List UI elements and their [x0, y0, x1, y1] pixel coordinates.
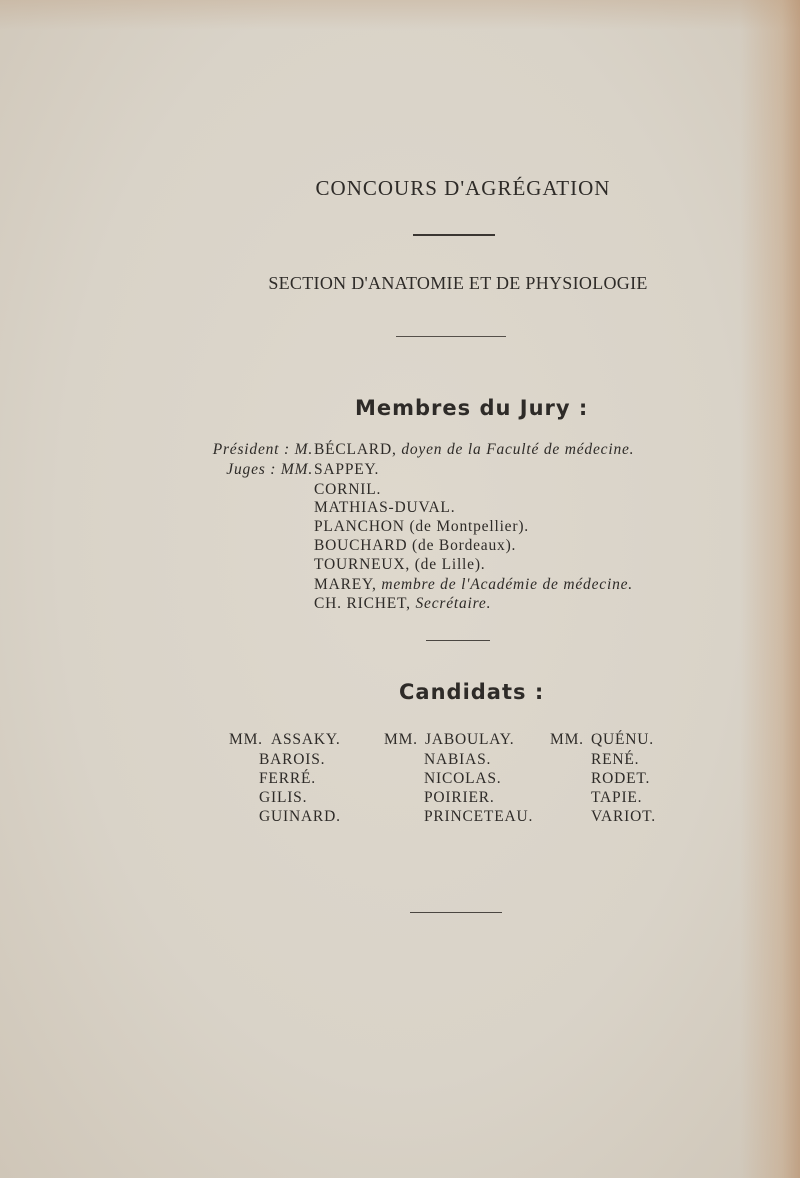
section-divider — [396, 336, 506, 337]
candidate-name: PRINCETEAU. — [424, 808, 534, 825]
candidate-name: RODET. — [591, 770, 651, 787]
president-role: Président : M. — [212, 441, 313, 458]
jury-member: CH. RICHET, Secrétaire. — [314, 595, 492, 612]
jury-member: MATHIAS-DUVAL. — [314, 499, 456, 516]
section-title: SECTION D'ANATOMIE ET DE PHYSIOLOGIE — [268, 273, 648, 293]
candidates-prefix: MM. — [550, 731, 584, 748]
candidate-name: JABOULAY. — [425, 731, 515, 748]
candidate-name: RENÉ. — [591, 751, 640, 768]
candidate-name: POIRIER. — [424, 789, 495, 806]
jury-member: BOUCHARD (de Bordeaux). — [314, 537, 517, 554]
candidate-name: VARIOT. — [591, 808, 656, 825]
jury-member: MAREY, membre de l'Académie de médecine. — [314, 576, 633, 593]
candidate-name: BAROIS. — [259, 751, 326, 768]
page-edge-top — [0, 0, 800, 30]
judges-role: Juges : MM. — [226, 461, 313, 478]
candidate-name: GUINARD. — [259, 808, 341, 825]
jury-divider — [426, 640, 490, 641]
candidates-prefix: MM. — [384, 731, 418, 748]
candidate-name: FERRÉ. — [259, 770, 316, 787]
jury-member: PLANCHON (de Montpellier). — [314, 518, 529, 535]
candidate-name: NABIAS. — [424, 751, 492, 768]
candidates-prefix: MM. — [229, 731, 263, 748]
jury-heading: Membres du Jury : — [355, 396, 589, 420]
candidates-heading: Candidats : — [399, 680, 545, 704]
candidate-name: QUÉNU. — [591, 731, 654, 748]
closing-divider — [410, 912, 502, 913]
candidate-name: ASSAKY. — [271, 731, 341, 748]
candidate-name: TAPIE. — [591, 789, 643, 806]
jury-member: TOURNEUX, (de Lille). — [314, 556, 486, 573]
title-divider — [413, 234, 495, 236]
jury-member: CORNIL. — [314, 481, 382, 498]
jury-member: BÉCLARD, doyen de la Faculté de médecine. — [314, 441, 635, 458]
candidate-name: NICOLAS. — [424, 770, 502, 787]
page-title: CONCOURS D'AGRÉGATION — [315, 176, 611, 200]
candidate-name: GILIS. — [259, 789, 308, 806]
jury-member: SAPPEY. — [314, 461, 380, 478]
